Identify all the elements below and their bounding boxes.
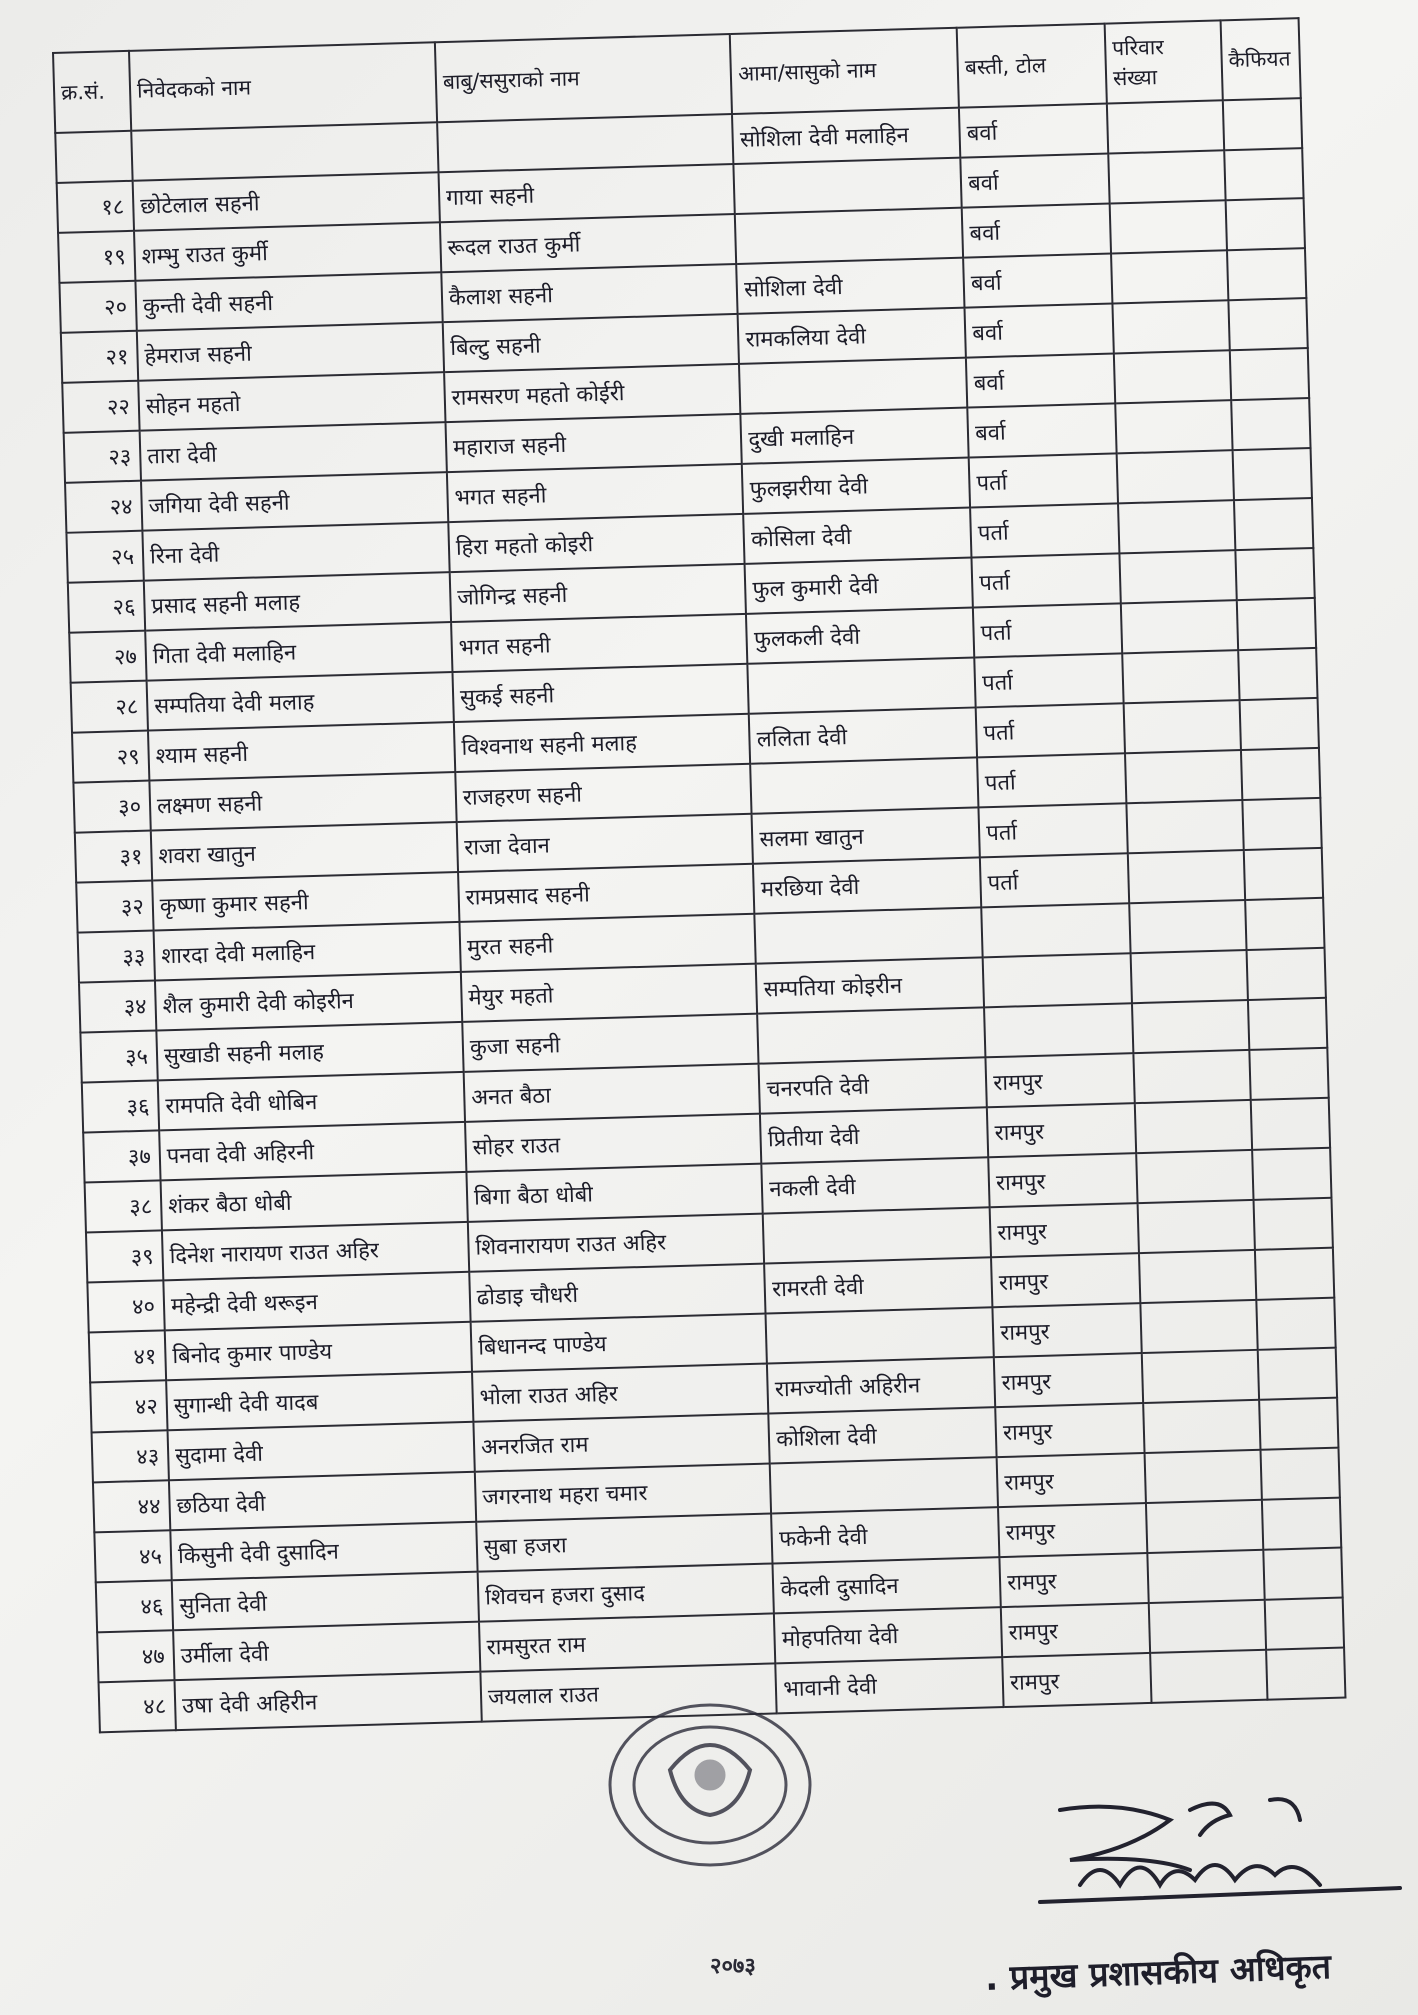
mother-name-cell: फुलझरीया देवी [742, 458, 970, 514]
father-name-cell: रामसरण महतो कोईरी [444, 364, 741, 422]
family-count-cell [1132, 1000, 1249, 1053]
mother-name-cell: फकेनी देवी [771, 1507, 999, 1563]
applicant-name-cell: पनवा देवी अहिरनी [159, 1122, 466, 1181]
serial-cell: ३३ [78, 931, 155, 983]
serial-cell: १८ [57, 181, 134, 233]
family-count-cell [1115, 400, 1232, 453]
serial-cell: ४७ [97, 1630, 174, 1682]
remarks-cell [1258, 1348, 1337, 1400]
applicant-name-cell: बिनोद कुमार पाण्डेय [165, 1322, 472, 1381]
remarks-cell [1253, 1198, 1332, 1250]
remarks-cell [1256, 1298, 1335, 1350]
remarks-cell [1235, 548, 1314, 600]
family-count-cell [1114, 350, 1231, 403]
mother-name-cell [748, 657, 976, 713]
remarks-cell [1225, 198, 1304, 250]
serial-cell: २५ [66, 531, 143, 583]
father-name-cell: हिरा महतो कोइरी [448, 514, 745, 572]
seal-year: २०७३ [710, 1954, 756, 1979]
family-count-cell [1108, 150, 1225, 203]
serial-cell: ३६ [82, 1080, 159, 1132]
father-name-cell: सुबा हजरा [476, 1513, 773, 1571]
father-name-cell: जयलाल राउत [480, 1663, 777, 1721]
mother-name-cell: कोसिला देवी [743, 508, 971, 564]
remarks-cell [1249, 1048, 1328, 1100]
mother-name-cell: फुलकली देवी [746, 608, 974, 664]
mother-name-cell [750, 757, 978, 813]
father-name-cell: कुजा सहनी [462, 1014, 759, 1072]
applicant-name-cell: सोहन महतो [138, 372, 445, 431]
mother-name-cell: चनरपति देवी [759, 1057, 987, 1113]
settlement-cell [981, 903, 1130, 957]
applicant-register-table [52, 17, 1346, 1733]
remarks-cell [1241, 748, 1320, 800]
applicant-name-cell: सुगान्धी देवी यादब [166, 1372, 473, 1431]
family-count-cell [1150, 1650, 1267, 1703]
family-count-cell [1122, 650, 1239, 703]
father-name-cell: विश्वनाथ सहनी मलाह [454, 714, 751, 772]
settlement-cell: रामपुर [986, 1053, 1135, 1107]
serial-cell: २४ [65, 481, 142, 533]
family-count-cell [1140, 1300, 1257, 1353]
remarks-cell [1248, 998, 1327, 1050]
family-count-cell [1107, 100, 1224, 153]
mother-name-cell: मरछिया देवी [753, 857, 981, 913]
applicant-name-cell: जगिया देवी सहनी [141, 472, 448, 531]
serial-cell: ४१ [89, 1330, 166, 1382]
father-name-cell: ढोडाइ चौधरी [469, 1264, 766, 1322]
settlement-cell: रामपुर [993, 1303, 1142, 1357]
office-seal-stamp [600, 1690, 820, 1890]
header-father-name: बाबु/ससुराको नाम [435, 34, 733, 122]
father-name-cell: रामप्रसाद सहनी [458, 864, 755, 922]
mother-name-cell [757, 1007, 985, 1063]
father-name-cell: शिवनारायण राउत अहिर [468, 1214, 765, 1272]
settlement-cell: रामपुर [991, 1253, 1140, 1307]
mother-name-cell: सोशिला देवी [736, 258, 964, 314]
remarks-cell [1223, 98, 1302, 150]
settlement-cell: बर्वा [959, 104, 1108, 158]
father-name-cell: भोला राउत अहिर [472, 1364, 769, 1422]
remarks-cell [1234, 498, 1313, 550]
serial-cell: ३७ [83, 1130, 160, 1182]
serial-cell: २७ [69, 631, 146, 683]
settlement-cell: रामपुर [995, 1403, 1144, 1457]
header-serial: क्र.सं. [53, 51, 131, 133]
mother-name-cell [766, 1307, 994, 1363]
remarks-cell [1263, 1548, 1342, 1600]
settlement-cell: रामपुर [987, 1103, 1136, 1157]
remarks-cell [1251, 1098, 1330, 1150]
family-count-cell [1146, 1500, 1263, 1553]
applicant-name-cell: लक्ष्मण सहनी [149, 772, 456, 831]
remarks-cell [1231, 398, 1310, 450]
handwritten-signature [1020, 1790, 1410, 1930]
remarks-cell [1242, 798, 1321, 850]
serial-cell: ४५ [94, 1530, 171, 1582]
remarks-cell [1265, 1598, 1344, 1650]
header-family-count: परिवार संख्या [1104, 20, 1222, 103]
family-count-cell [1137, 1200, 1254, 1253]
remarks-cell [1228, 298, 1307, 350]
family-count-cell [1142, 1350, 1259, 1403]
father-name-cell: मेयुर महतो [461, 964, 758, 1022]
family-count-cell [1135, 1100, 1252, 1153]
applicant-name-cell [131, 122, 438, 181]
header-remarks: कैफियत [1220, 18, 1300, 100]
father-name-cell: बिल्टु सहनी [443, 314, 740, 372]
father-name-cell: गाया सहनी [438, 164, 735, 222]
serial-cell: २९ [72, 731, 149, 783]
table-body [55, 98, 1345, 1732]
applicant-name-cell: सुदामा देवी [167, 1422, 474, 1481]
father-name-cell: भगत सहनी [447, 464, 744, 522]
settlement-cell: रामपुर [998, 1503, 1147, 1557]
applicant-name-cell: तारा देवी [140, 422, 447, 481]
applicant-name-cell: शवरा खातुन [151, 822, 458, 881]
family-count-cell [1147, 1550, 1264, 1603]
father-name-cell: भगत सहनी [451, 614, 748, 672]
remarks-cell [1246, 948, 1325, 1000]
mother-name-cell: रामकलिया देवी [738, 308, 966, 364]
settlement-cell: पर्ता [976, 703, 1125, 757]
family-count-cell [1123, 700, 1240, 753]
applicant-name-cell: रामपति देवी धोबिन [158, 1072, 465, 1131]
father-name-cell: सोहर राउत [465, 1114, 762, 1172]
remarks-cell [1245, 898, 1324, 950]
applicant-name-cell: प्रसाद सहनी मलाह [144, 572, 451, 631]
mother-name-cell: सम्पतिया कोइरीन [756, 957, 984, 1013]
serial-cell: ३१ [75, 831, 152, 883]
serial-cell: ४३ [92, 1430, 169, 1482]
settlement-cell: रामपुर [988, 1153, 1137, 1207]
serial-cell: ३४ [79, 980, 156, 1032]
settlement-cell: रामपुर [990, 1203, 1139, 1257]
father-name-cell: बिधानन्द पाण्डेय [471, 1314, 768, 1372]
settlement-cell: बर्वा [965, 303, 1114, 357]
applicant-name-cell: छठिया देवी [169, 1472, 476, 1531]
family-count-cell [1130, 950, 1247, 1003]
serial-cell: ३२ [76, 881, 153, 933]
serial-cell: ४४ [93, 1480, 170, 1532]
settlement-cell: रामपुर [1000, 1553, 1149, 1607]
family-count-cell [1136, 1150, 1253, 1203]
applicant-name-cell: हेमराज सहनी [137, 322, 444, 381]
serial-cell [55, 131, 132, 183]
applicant-name-cell: शारदा देवी मलाहिन [154, 922, 461, 981]
applicant-name-cell: सुनिता देवी [172, 1572, 479, 1631]
settlement-cell: पर्ता [974, 653, 1123, 707]
family-count-cell [1116, 450, 1233, 503]
serial-cell: २३ [64, 431, 141, 483]
family-count-cell [1111, 250, 1228, 303]
father-name-cell: रूदल राउत कुर्मी [440, 214, 737, 272]
family-count-cell [1149, 1600, 1266, 1653]
mother-name-cell: भावानी देवी [776, 1657, 1004, 1713]
applicant-name-cell: शैल कुमारी देवी कोइरीन [155, 972, 462, 1031]
mother-name-cell [735, 208, 963, 264]
header-mother-name: आमा/सासुको नाम [730, 28, 959, 114]
remarks-cell [1262, 1498, 1341, 1550]
settlement-cell: पर्ता [980, 853, 1129, 907]
applicant-name-cell: उर्मीला देवी [173, 1622, 480, 1681]
family-count-cell [1128, 850, 1245, 903]
serial-cell: ३९ [86, 1230, 163, 1282]
remarks-cell [1232, 448, 1311, 500]
header-settlement: बस्ती, टोल [957, 24, 1107, 108]
remarks-cell [1266, 1648, 1345, 1700]
family-count-cell [1129, 900, 1246, 953]
mother-name-cell [770, 1457, 998, 1513]
mother-name-cell: प्रितीया देवी [760, 1107, 988, 1163]
father-name-cell: अनत बैठा [464, 1064, 761, 1122]
serial-cell: ३५ [80, 1030, 157, 1082]
serial-cell: ४२ [90, 1380, 167, 1432]
remarks-cell [1259, 1398, 1338, 1450]
family-count-cell [1119, 550, 1236, 603]
father-name-cell: शिवचन हजरा दुसाद [478, 1563, 775, 1621]
mother-name-cell: केदली दुसादिन [773, 1557, 1001, 1613]
applicant-name-cell: सुखाडी सहनी मलाह [156, 1022, 463, 1081]
applicant-name-cell: शम्भु राउत कुर्मी [134, 222, 441, 281]
settlement-cell: बर्वा [966, 353, 1115, 407]
register-table-container [52, 17, 1348, 1781]
header-applicant-name: निवेदकको नाम [129, 42, 437, 131]
applicant-name-cell: महेन्द्री देवी थरूइन [163, 1272, 470, 1331]
serial-cell: २० [59, 281, 136, 333]
family-count-cell [1144, 1450, 1261, 1503]
settlement-cell: पर्ता [972, 553, 1121, 607]
settlement-cell: पर्ता [973, 603, 1122, 657]
applicant-name-cell: किसुनी देवी दुसादिन [170, 1522, 477, 1581]
settlement-cell: पर्ता [977, 753, 1126, 807]
settlement-cell: रामपुर [1002, 1653, 1151, 1707]
serial-cell: ३८ [85, 1180, 162, 1232]
applicant-name-cell: दिनेश नारायण राउत अहिर [162, 1222, 469, 1281]
remarks-cell [1244, 848, 1323, 900]
settlement-cell: रामपुर [994, 1353, 1143, 1407]
remarks-cell [1227, 248, 1306, 300]
family-count-cell [1112, 300, 1229, 353]
applicant-name-cell: रिना देवी [142, 522, 449, 581]
remarks-cell [1260, 1448, 1339, 1500]
father-name-cell: जोगिन्द्र सहनी [450, 564, 747, 622]
settlement-cell: रामपुर [1001, 1603, 1150, 1657]
father-name-cell: मुरत सहनी [459, 914, 756, 972]
family-count-cell [1125, 750, 1242, 803]
applicant-name-cell: कृष्णा कुमार सहनी [152, 872, 459, 931]
serial-cell: २१ [61, 331, 138, 383]
serial-cell: ३० [73, 781, 150, 833]
remarks-cell [1252, 1148, 1331, 1200]
father-name-cell: महाराज सहनी [445, 414, 742, 472]
settlement-cell: पर्ता [979, 803, 1128, 857]
remarks-cell [1224, 148, 1303, 200]
family-count-cell [1139, 1250, 1256, 1303]
remarks-cell [1239, 698, 1318, 750]
mother-name-cell [755, 907, 983, 963]
applicant-name-cell: गिता देवी मलाहिन [145, 622, 452, 681]
serial-cell: ४८ [99, 1680, 176, 1732]
serial-cell: २८ [71, 681, 148, 733]
serial-cell: ४० [87, 1280, 164, 1332]
officer-designation: . प्रमुख प्रशासकीय अधिकृत [984, 1946, 1332, 2000]
family-count-cell [1126, 800, 1243, 853]
mother-name-cell: रामरती देवी [764, 1257, 992, 1313]
mother-name-cell: दुखी मलाहिन [741, 408, 969, 464]
father-name-cell: बिगा बैठा धोबी [466, 1164, 763, 1222]
settlement-cell: बर्वा [967, 403, 1116, 457]
settlement-cell: पर्ता [970, 503, 1119, 557]
serial-cell: २६ [68, 581, 145, 633]
mother-name-cell: नकली देवी [762, 1157, 990, 1213]
settlement-cell: बर्वा [960, 154, 1109, 208]
family-count-cell [1118, 500, 1235, 553]
mother-name-cell: सलमा खातुन [752, 807, 980, 863]
father-name-cell: सुकई सहनी [452, 664, 749, 722]
mother-name-cell: ललिता देवी [749, 707, 977, 763]
settlement-cell: बर्वा [963, 254, 1112, 308]
father-name-cell [437, 114, 734, 172]
father-name-cell: रामसुरत राम [479, 1613, 776, 1671]
family-count-cell [1109, 200, 1226, 253]
mother-name-cell: सोशिला देवी मलाहिन [732, 108, 960, 164]
father-name-cell: जगरनाथ महरा चमार [475, 1464, 772, 1522]
applicant-name-cell: उषा देवी अहिरीन [174, 1672, 481, 1731]
mother-name-cell [763, 1207, 991, 1263]
mother-name-cell: फुल कुमारी देवी [745, 558, 973, 614]
mother-name-cell [734, 158, 962, 214]
mother-name-cell: मोहपतिया देवी [774, 1607, 1002, 1663]
settlement-cell [984, 1003, 1133, 1057]
applicant-name-cell: सम्पतिया देवी मलाह [147, 672, 454, 731]
family-count-cell [1143, 1400, 1260, 1453]
settlement-cell: पर्ता [969, 453, 1118, 507]
mother-name-cell: रामज्योती अहिरीन [767, 1357, 995, 1413]
applicant-name-cell: कुन्ती देवी सहनी [135, 272, 442, 331]
serial-cell: ४६ [96, 1580, 173, 1632]
father-name-cell: राजहरण सहनी [455, 764, 752, 822]
remarks-cell [1237, 598, 1316, 650]
father-name-cell: कैलाश सहनी [441, 264, 738, 322]
serial-cell: २२ [62, 381, 139, 433]
family-count-cell [1121, 600, 1238, 653]
remarks-cell [1230, 348, 1309, 400]
settlement-cell: रामपुर [997, 1453, 1146, 1507]
applicant-name-cell: श्याम सहनी [148, 722, 455, 781]
family-count-cell [1133, 1050, 1250, 1103]
applicant-name-cell: शंकर बैठा धोबी [161, 1172, 468, 1231]
father-name-cell: राजा देवान [457, 814, 754, 872]
settlement-cell [983, 953, 1132, 1007]
mother-name-cell: कोशिला देवी [769, 1407, 997, 1463]
remarks-cell [1238, 648, 1317, 700]
serial-cell: १९ [58, 231, 135, 283]
mother-name-cell [739, 358, 967, 414]
settlement-cell: बर्वा [962, 204, 1111, 258]
applicant-name-cell: छोटेलाल सहनी [133, 172, 440, 231]
father-name-cell: अनरजित राम [473, 1414, 770, 1472]
remarks-cell [1255, 1248, 1334, 1300]
